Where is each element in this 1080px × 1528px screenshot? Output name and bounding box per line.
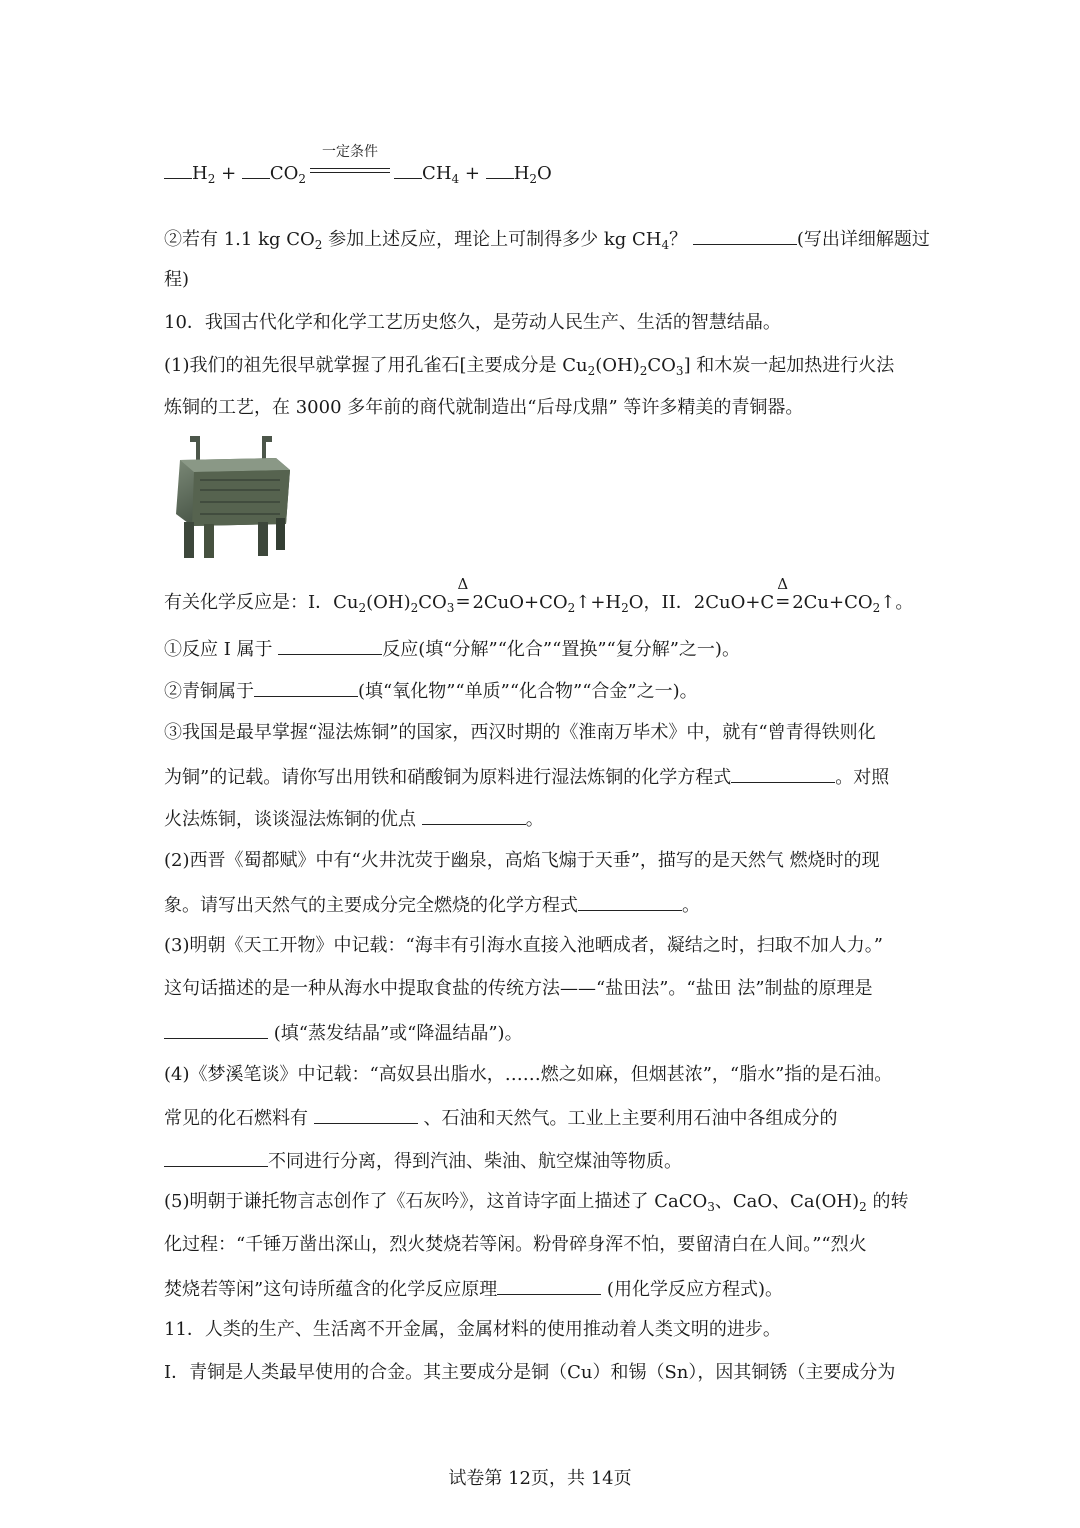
equation-line: $H_2 + CO_2$ 一定条件 $CH_4 + H_2O$ <box>164 160 552 186</box>
answer-blank[interactable] <box>578 892 682 911</box>
coefficient-blank[interactable] <box>486 160 514 179</box>
q10-sub3-cont2: 火法炼铜，谈谈湿法炼铜的优点 。 <box>164 806 544 832</box>
q10-sub1: ①反应 I 属于 反应(填“分解”“化合”“置换”“复分解”之一)。 <box>164 636 740 662</box>
heat-equals-sign: Δ = <box>775 575 791 612</box>
q10-p3: (3)明朝《天工开物》中记载：“海丰有引海水直接入池晒成者，凝结之时，扫取不加人力。” <box>164 935 883 956</box>
answer-blank[interactable] <box>693 226 797 245</box>
q10-sub3-cont: 为铜”的记载。请你写出用铁和硝酸铜为原料进行湿法炼铜的化学方程式 。对照 <box>164 764 889 790</box>
q10-p5-cont2: 焚烧若等闲”这句诗所蕴含的化学反应原理 (用化学反应方程式)。 <box>164 1276 783 1302</box>
q10-p5-cont: 化过程：“千锤万凿出深山，烈火焚烧若等闲。粉骨碎身浑不怕，要留清白在人间。”“烈火 <box>164 1234 867 1255</box>
page-footer: 试卷第 12页，共 14页 <box>448 1468 632 1489</box>
coefficient-blank[interactable] <box>164 160 192 179</box>
q10-p4-cont2: 不同进行分离，得到汽油、柴油、航空煤油等物质。 <box>164 1148 682 1174</box>
q10-p3-cont2: (填“蒸发结晶”或“降温结晶”)。 <box>164 1020 523 1046</box>
q10-p4: (4)《梦溪笔谈》中记载：“高奴县出脂水，……燃之如麻，但烟甚浓”，“脂水”指的是石油。 <box>164 1064 893 1085</box>
q10-p4-cont: 常见的化石燃料有 、石油和天然气。工业上主要利用石油中各组成分的 <box>164 1105 837 1131</box>
reaction-condition-arrow: 一定条件 <box>310 162 390 186</box>
q10-p1-cont: 炼铜的工艺，在 3000 多年前的商代就制造出“后母戊鼎” 等许多精美的青铜器。 <box>164 397 804 418</box>
q11-p1: I．青铜是人类最早使用的合金。其主要成分是铜（Cu）和锡（Sn），因其铜锈（主要成分为 <box>164 1362 896 1383</box>
answer-blank[interactable] <box>422 806 526 825</box>
q10-p3-cont: 这句话描述的是一种从海水中提取食盐的传统方法——“盐田法”。“盐田 法”制盐的原理是 <box>164 978 873 999</box>
q10-p2-cont: 象。请写出天然气的主要成分完全燃烧的化学方程式 。 <box>164 892 700 918</box>
coefficient-blank[interactable] <box>394 160 422 179</box>
q10-reactions: 有关化学反应是：I．$Cu_2(OH)_2CO_3$ Δ = $2CuO+CO_2↑+H_2O$，II．2CuO+C Δ = $2Cu+CO_2↑$。 <box>164 575 914 615</box>
answer-blank[interactable] <box>164 1020 268 1039</box>
bronze-ding-image <box>166 430 296 562</box>
answer-blank[interactable] <box>164 1148 268 1167</box>
q10-sub3: ③我国是最早掌握“湿法炼铜”的国家，西汉时期的《淮南万毕术》中，就有“曾青得铁则化 <box>164 722 876 743</box>
answer-blank[interactable] <box>497 1276 601 1295</box>
q9-part2: ②若有 1.1 kg $CO_2$ 参加上述反应，理论上可制得多少 kg $CH_4$？ (写出详细解题过 <box>164 226 930 252</box>
q10-title: 10．我国古代化学和化学工艺历史悠久，是劳动人民生产、生活的智慧结晶。 <box>164 312 781 333</box>
answer-blank[interactable] <box>278 636 382 655</box>
answer-blank[interactable] <box>731 764 835 783</box>
q10-sub2: ②青铜属于 (填“氧化物”“单质”“化合物”“合金”之一)。 <box>164 678 698 704</box>
q10-p5: (5)明朝于谦托物言志创作了《石灰吟》，这首诗字面上描述了 CaCO$_3$、CaO、$Ca(OH)_2$ 的转 <box>164 1191 909 1214</box>
heat-equals-sign: Δ = <box>455 575 471 612</box>
q11-title: 11．人类的生产、生活离不开金属，金属材料的使用推动着人类文明的进步。 <box>164 1319 781 1340</box>
answer-blank[interactable] <box>254 678 358 697</box>
answer-blank[interactable] <box>314 1105 418 1124</box>
coefficient-blank[interactable] <box>242 160 270 179</box>
q9-part2-cont: 程) <box>164 269 190 290</box>
q10-p2: (2)西晋《蜀都赋》中有“火井沈荧于幽泉，高焰飞煽于天垂”，描写的是天然气 燃烧时的现 <box>164 850 880 871</box>
q10-p1: (1)我们的祖先很早就掌握了用孔雀石[主要成分是 $Cu_2(OH)_2CO_3$] 和木炭一起加热进行火法 <box>164 355 895 378</box>
